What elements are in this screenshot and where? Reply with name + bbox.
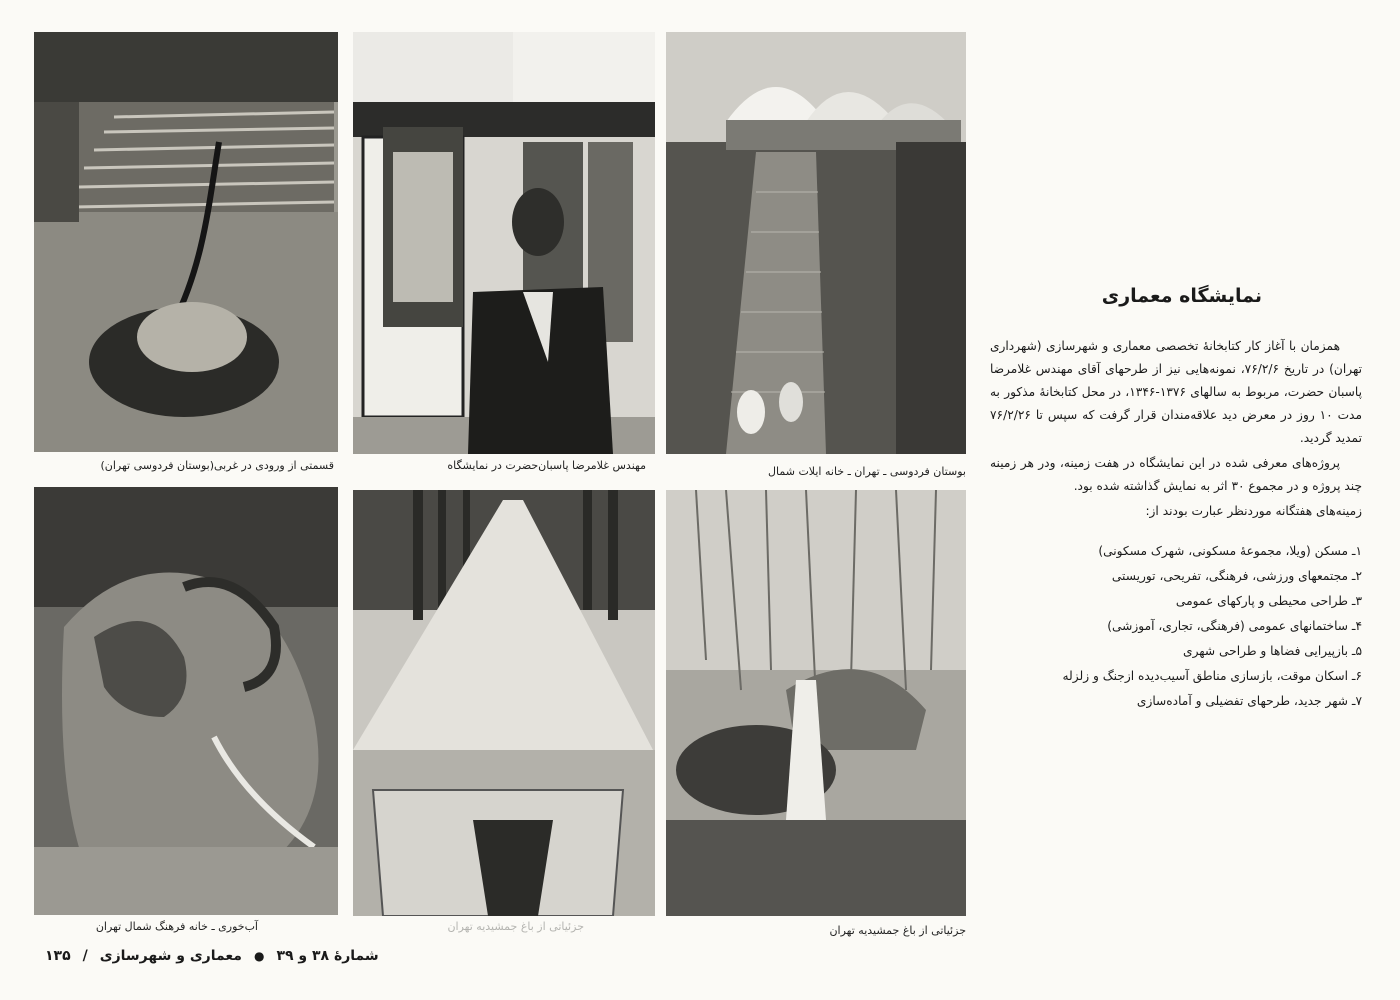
list-item: ۳ـ طراحی محیطی و پارکهای عمومی	[1175, 594, 1362, 608]
article-paragraph-3: زمینه‌های هفتگانه موردنظر عبارت بودند از:	[1145, 504, 1362, 518]
photo-hillside-stairs	[666, 32, 966, 454]
bullet-icon: ●	[253, 949, 265, 963]
photo-drinking-fountain-hand	[34, 487, 338, 915]
list-item: ۱ـ مسکن (ویلا، مجموعهٔ مسکونی، شهرک مسکونی)	[1098, 544, 1362, 558]
article-paragraph-1: همزمان با آغاز کار کتابخانهٔ تخصصی معماری و شهرسازی (شهرداری تهران) در تاریخ ۷۶/۲/۶، نمونه‌هایی نیز از طرحهای آقای مهندس غلامرضا پاسبان حضرت، مربوط به سالهای ۱۳۷۶-۱۳۴۶، در محل کتابخانهٔ مذکور به مدت ۱۰ روز در معرض دید علاقه‌مندان قرار گرفت که سپس تا ۷۶/۲/۲۶ تمدید گردید.	[990, 339, 1362, 445]
page-footer	[45, 948, 379, 964]
list-item: ۲ـ مجتمعهای ورزشی، فرهنگی، تفریحی، توریستی	[1111, 569, 1362, 583]
caption-entrance-steps: قسمتی از ورودی در غربی(بوستان فردوسی تهران)	[100, 459, 334, 472]
photo-garden-waterfall	[666, 490, 966, 916]
footer-separator: /	[82, 948, 88, 964]
article	[990, 285, 1362, 714]
page-number: ۱۳۵	[45, 948, 71, 964]
list-item: ۴ـ ساختمانهای عمومی (فرهنگی، تجاری، آموزشی)	[1107, 619, 1362, 633]
photo-garden-path	[353, 490, 655, 916]
caption-garden-path: جزئیاتی از باغ جمشیدیه تهران	[447, 920, 584, 933]
list-item: ۵ـ بازپیرایی فضاها و طراحی شهری	[1183, 644, 1362, 658]
footer-magazine: معماری و شهرسازی	[99, 948, 242, 964]
article-paragraph-2: پروژه‌های معرفی شده در این نمایشگاه در هفت زمینه، ودر هر زمینه چند پروژه و در مجموع ۳۰ اثر به نمایش گذاشته شده بود.	[990, 456, 1362, 493]
caption-garden-waterfall: جزئیاتی از باغ جمشیدیه تهران	[829, 924, 966, 937]
article-topic-list	[990, 539, 1362, 714]
footer-issue: شمارهٔ ۳۸ و ۳۹	[276, 948, 379, 964]
list-item: ۶ـ اسکان موقت، بازسازی مناطق آسیب‌دیده ازجنگ و زلزله	[1062, 669, 1362, 683]
list-item: ۷ـ شهر جدید، طرحهای تفضیلی و آماده‌سازی	[1136, 694, 1362, 708]
photo-entrance-steps	[34, 32, 338, 452]
photo-architect-exhibition	[353, 32, 655, 454]
article-title: نمایشگاه معماری	[1101, 285, 1262, 307]
caption-hillside-stairs: بوستان فردوسی ـ تهران ـ خانه ایلات شمال	[768, 465, 966, 478]
caption-drinking-fountain: آب‌خوری ـ خانه فرهنگ شمال تهران	[95, 920, 258, 933]
caption-architect-exhibition: مهندس غلامرضا پاسبان‌حضرت در نمایشگاه	[447, 459, 646, 472]
